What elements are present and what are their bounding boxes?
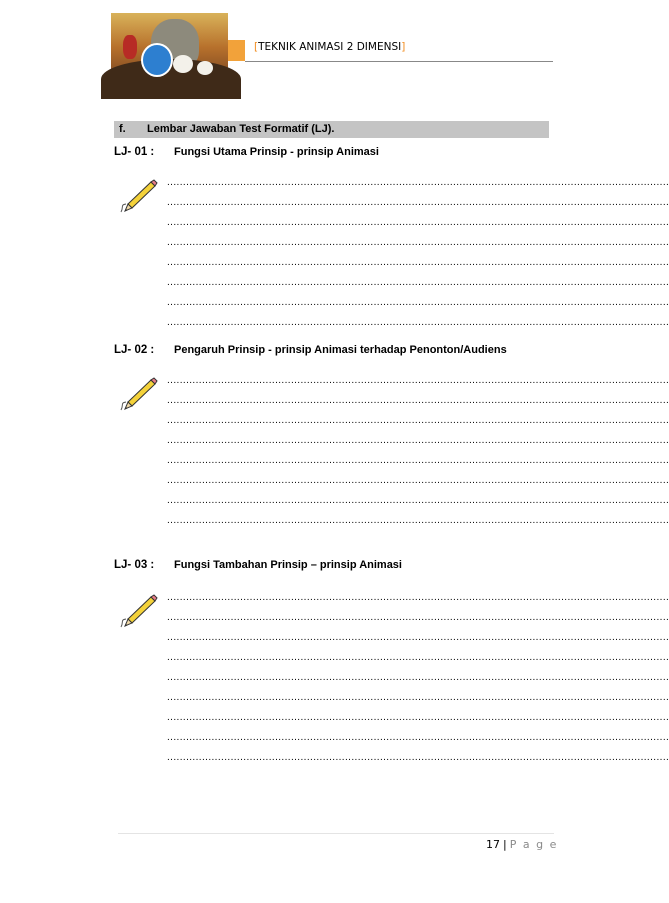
page-footer [486,838,558,851]
answer-line[interactable]: .............................................................................................................................................................. [167,197,669,208]
answer-line[interactable]: .............................................................................................................................................................. [167,177,669,188]
section-title: Lembar Jawaban Test Formatif (LJ). [147,123,335,135]
answer-line[interactable]: .............................................................................................................................................................. [167,317,669,328]
answer-line[interactable]: .............................................................................................................................................................. [167,515,669,526]
question-heading-3 [114,559,402,571]
question-heading-1 [114,146,379,158]
answer-line[interactable]: .............................................................................................................................................................. [167,395,669,406]
answer-line[interactable]: .............................................................................................................................................................. [167,375,669,386]
question-title: Fungsi Tambahan Prinsip – prinsip Animasi [174,559,402,571]
answer-line[interactable]: .............................................................................................................................................................. [167,672,669,683]
page-number: 17 [486,838,500,851]
question-heading-2 [114,344,507,356]
header-divider [245,61,553,62]
footer-divider [118,833,554,834]
answer-line[interactable]: .............................................................................................................................................................. [167,415,669,426]
pencil-icon [118,376,158,412]
answer-line[interactable]: .............................................................................................................................................................. [167,217,669,228]
page-label: P a g e [509,838,558,851]
answer-line[interactable]: .............................................................................................................................................................. [167,495,669,506]
header-title: [TEKNIK ANIMASI 2 DIMENSI] [254,41,406,53]
answer-line[interactable]: .............................................................................................................................................................. [167,712,669,723]
header-accent-block [228,40,245,61]
section-heading [114,121,549,138]
section-number: f. [119,123,126,135]
answer-line[interactable]: .............................................................................................................................................................. [167,297,669,308]
pencil-icon [118,593,158,629]
answer-line[interactable]: .............................................................................................................................................................. [167,652,669,663]
answer-line[interactable]: .............................................................................................................................................................. [167,237,669,248]
answer-line[interactable]: .............................................................................................................................................................. [167,592,669,603]
question-code: LJ- 03 : [114,559,155,571]
answer-line[interactable]: .............................................................................................................................................................. [167,692,669,703]
answer-line[interactable]: .............................................................................................................................................................. [167,277,669,288]
answer-line[interactable]: .............................................................................................................................................................. [167,752,669,763]
footer-separator: | [503,838,507,851]
cartoon-header-image [111,13,228,89]
question-code: LJ- 02 : [114,344,155,356]
answer-line[interactable]: .............................................................................................................................................................. [167,732,669,743]
answer-line[interactable]: .............................................................................................................................................................. [167,257,669,268]
question-title: Fungsi Utama Prinsip - prinsip Animasi [174,146,379,158]
answer-line[interactable]: .............................................................................................................................................................. [167,455,669,466]
question-code: LJ- 01 : [114,146,155,158]
answer-line[interactable]: .............................................................................................................................................................. [167,632,669,643]
answer-line[interactable]: .............................................................................................................................................................. [167,435,669,446]
pencil-icon [118,178,158,214]
answer-line[interactable]: .............................................................................................................................................................. [167,612,669,623]
answer-line[interactable]: .............................................................................................................................................................. [167,475,669,486]
question-title: Pengaruh Prinsip - prinsip Animasi terhadap Penonton/Audiens [174,344,507,356]
